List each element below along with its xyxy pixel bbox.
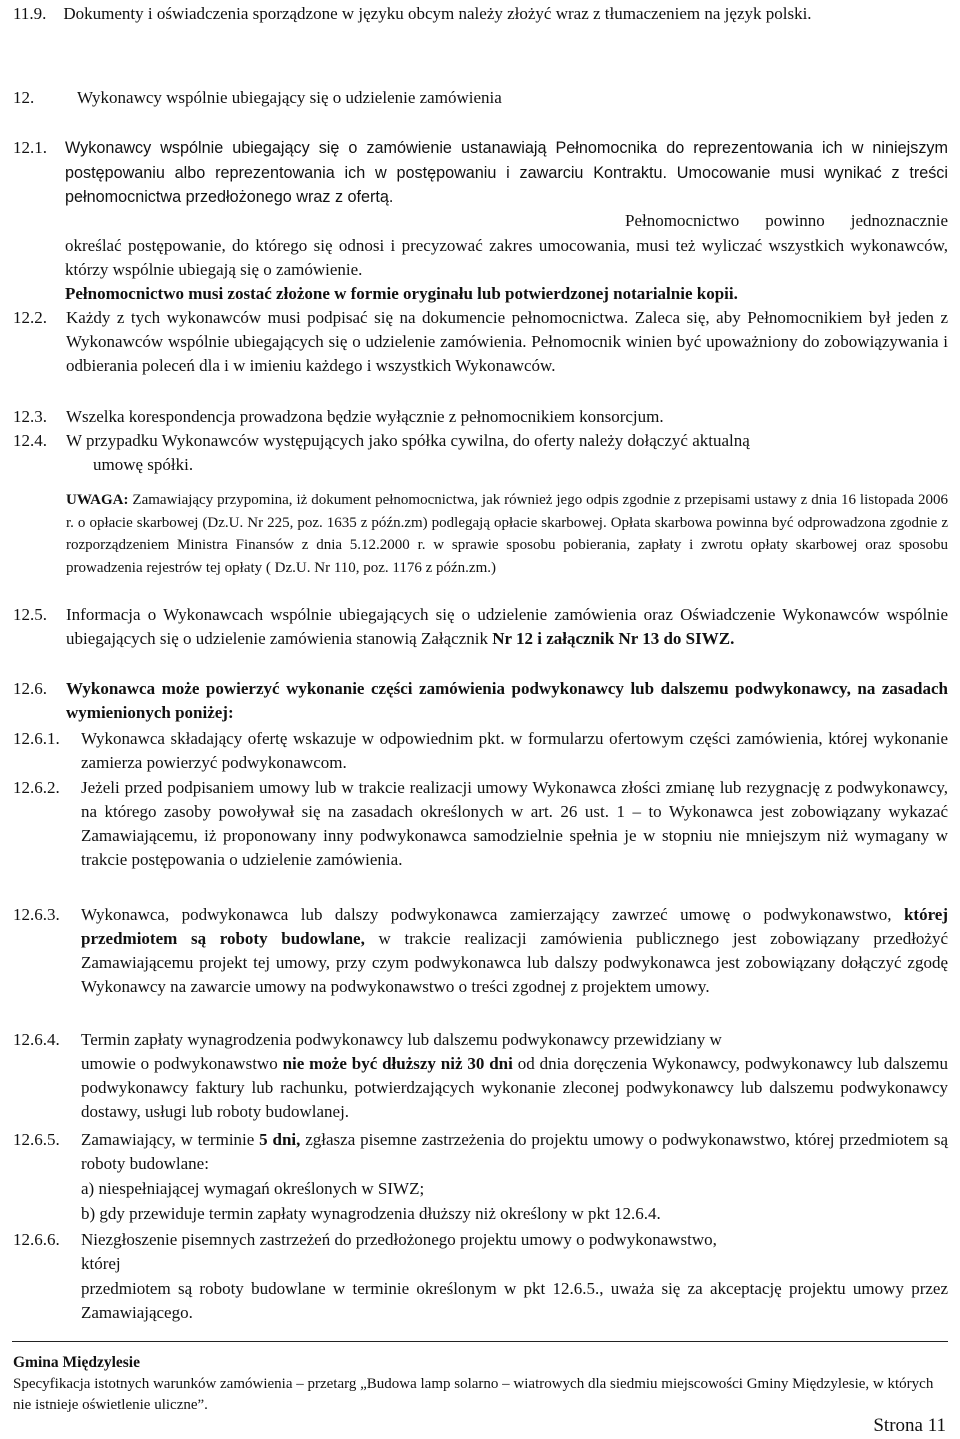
section-number: 12.3. — [13, 407, 47, 426]
paragraph-text-a: umowie o podwykonawstwo — [81, 1054, 278, 1073]
paragraph-11-9 — [13, 2, 948, 26]
uwaga-note — [66, 489, 948, 579]
paragraph-text-line-1: Termin zapłaty wynagrodzenia podwykonawcy lub dalszemu podwykonawcy przewidziany w — [81, 1030, 722, 1049]
bold-notice: Pełnomocnictwo musi zostać złożone w formie oryginału lub potwierdzonej notarialnie kopii. — [65, 284, 738, 303]
footer-divider — [12, 1341, 948, 1342]
paragraph-bold-text: 5 dni, — [259, 1130, 301, 1149]
paragraph-text-b: zgłasza pisemne zastrzeżenia do projektu umowy o podwykonawstwo, której przedmiotem są roboty budowlane: — [81, 1130, 948, 1173]
section-number: 12.2. — [13, 308, 47, 327]
paragraph-text-line-1: Niezgłoszenie pisemnych zastrzeżeń do przedłożonego projektu umowy o podwykonawstwo, — [81, 1230, 717, 1249]
section-number: 12.6.5. — [13, 1130, 60, 1149]
section-number: 12.6.2. — [13, 778, 60, 797]
list-item-a: a) niespełniającej wymagań określonych w SIWZ; — [81, 1179, 425, 1198]
section-number: 12.6.6. — [13, 1230, 60, 1249]
paragraph-text-line-1: W przypadku Wykonawców występujących jako spółka cywilna, do oferty należy dołączyć aktualną — [66, 431, 750, 450]
paragraph-text-b: od dnia doręczenia Wykonawcy, podwykonawcy lub dalszemu podwykonawcy faktury lub rachunku, potwierdzających wykonanie zleconej podwykonawcy lub dalszemu podwykonawcy dostawy, usługi lub roboty budowlanej. — [81, 1054, 949, 1121]
paragraph-text-b: w trakcie realizacji zamówienia publicznego jest zobowiązany przedłożyć Zamawiającemu projekt tej umowy, przy czym podwykonawca lub dalszy podwykonawca jest zobowiązany dołączyć zgodę Wykonawcy na zawarcie umowy na podwykonawstwo o treści zgodnej z projektem umowy. — [81, 929, 949, 996]
page-number: Strona 11 — [873, 1415, 946, 1436]
section-number: 12.6. — [13, 679, 47, 698]
paragraph-text: Pełnomocnictwo powinno jednoznacznie określać postępowanie, do którego się odnosi i precyzować zakres umocowania, musi też wyliczać wszystkich wykonawców, którzy wspólnie ubiegają się o zamówienie. — [65, 211, 948, 280]
paragraph-12-1-main — [65, 136, 948, 209]
paragraph-bold-text: Wykonawca może powierzyć wykonanie części zamówienia podwykonawcy lub dalszemu podwykonawcy, na zasadach wymienionych poniżej: — [66, 679, 948, 722]
paragraph-text: Wszelka korespondencja prowadzona będzie wyłącznie z pełnomocnikiem konsorcjum. — [66, 407, 664, 426]
section-number-12-1: 12.1. — [13, 136, 63, 160]
section-number: 12.6.3. — [13, 905, 60, 924]
paragraph-text: Dokumenty i oświadczenia sporządzone w języku obcym należy złożyć wraz z tłumaczeniem na język polski. — [63, 4, 812, 23]
section-number: 12.6.1. — [13, 729, 60, 748]
paragraph-text: przedmiotem są roboty budowlane w terminie określonym w pkt 12.6.5., uważa się za akceptację projektu umowy przez Zamawiającego. — [81, 1279, 948, 1322]
paragraph-text-a: Zamawiający, w terminie — [81, 1130, 255, 1149]
paragraph-text: Wykonawca składający ofertę wskazuje w odpowiednim pkt. w formularzu ofertowym części zamówienia, której wykonanie zamierza powierzyć podwykonawcom. — [81, 729, 948, 772]
paragraph-bold-text: nie może być dłuższy niż 30 dni — [282, 1054, 513, 1073]
paragraph-text-wrap — [66, 603, 948, 651]
paragraph-text: Wykonawcy wspólnie ubiegający się o zamówienie ustanawiają Pełnomocnika do reprezentowania ich w niniejszym postępowaniu albo reprezentowania ich w postępowaniu i zawarciu Kontraktu. Umocowanie musi wynikać z treści pełnomocnictwa przedłożonego wraz z ofertą. — [65, 139, 948, 206]
paragraph-text-line-2: której — [81, 1254, 121, 1273]
paragraph-text-wrap — [66, 677, 948, 725]
section-title: Wykonawcy wspólnie ubiegający się o udzielenie zamówienia — [77, 88, 502, 107]
uwaga-text: Zamawiający przypomina, iż dokument pełnomocnictwa, jak również jego odpis zgodnie z przepisami ustawy z dnia 16 listopada 2006 r. o opłacie skarbowej (Dz.U. Nr 225, poz. 1635 z późn.zm) podlegają opłacie skarbowej. Opłata skarbowa powinna być odprowadzona zgodnie z rozporządzeniem Ministra Finansów z dnia 5.12.2000 r. w sprawie sposobu pobierania, zapłaty i zwrotu opłaty skarbowej oraz sposobu prowadzenia rejestrów tej opłaty ( Dz.U. Nr 110, poz. 1176 z późn.zm.) — [66, 492, 948, 576]
paragraph-bold-text: której przedmiotem są roboty budowlane, — [81, 905, 949, 948]
section-12-heading — [13, 86, 948, 110]
paragraph-text: Jeżeli przed podpisaniem umowy lub w trakcie realizacji umowy Wykonawca złości zmianę lub rezygnację z podwykonawcy, na którego zasoby powoływał się na zasadach określonych w art. 26 ust. 1 – to Wykonawca jest zobowiązany wykazać Zamawiającemu, iż proponowany inny podwykonawca samodzielnie spełnia je w stopniu nie mniejszym niż wymagany w trakcie postępowania o udzielenie zamówienia. — [81, 778, 948, 869]
paragraph-text-line-2: umowę spółki. — [93, 455, 194, 474]
footer-description: Specyfikacja istotnych warunków zamówienia – przetarg „Budowa lamp solarno – wiatrowych dla siedmiu miejscowości Gminy Międzylesie, w których nie istnieje oświetlenie uliczne”. — [13, 1376, 934, 1413]
section-number: 12.6.4. — [13, 1030, 60, 1049]
section-number: 12.4. — [13, 431, 47, 450]
section-number: 12. — [13, 88, 35, 107]
section-number: 12.5. — [13, 605, 47, 624]
attachment-reference: Nr 12 i załącznik Nr 13 do SIWZ. — [492, 629, 735, 648]
paragraph-text: Każdy z tych wykonawców musi podpisać się na dokumencie pełnomocnictwa. Zaleca się, aby Pełnomocnikiem był jeden z Wykonawców wspólnie ubiegających się o udzielenie zamówienia. Pełnomocnik winien być upoważniony do zobowiązywania i odbierania poleceń dla i w imieniu każdego i wszystkich Wykonawców. — [66, 308, 948, 375]
footer-organization: Gmina Międzylesie — [13, 1354, 140, 1371]
paragraph-12-1-bold — [65, 282, 948, 306]
list-item-b: b) gdy przewiduje termin zapłaty wynagrodzenia dłuższy niż określony w pkt 12.6.4. — [81, 1204, 661, 1223]
paragraph-text-a: Wykonawca, podwykonawca lub dalszy podwykonawca zamierzający zawrzeć umowę o podwykonawstwo, — [81, 905, 892, 924]
uwaga-label: UWAGA: — [66, 492, 129, 508]
paragraph-text-wrap — [81, 1052, 948, 1124]
paragraph-text-wrap — [81, 1128, 948, 1176]
paragraph-12-1-powers — [65, 209, 948, 283]
paragraph-text: Informacja o Wykonawcach wspólnie ubiegających się o udzielenie zamówienia oraz Oświadczenie Wykonawców wspólnie ubiegających się o udzielenie zamówienia stanowią Załącznik — [66, 605, 948, 648]
section-number: 11.9. — [13, 4, 47, 23]
paragraph-text-wrap — [81, 903, 948, 999]
